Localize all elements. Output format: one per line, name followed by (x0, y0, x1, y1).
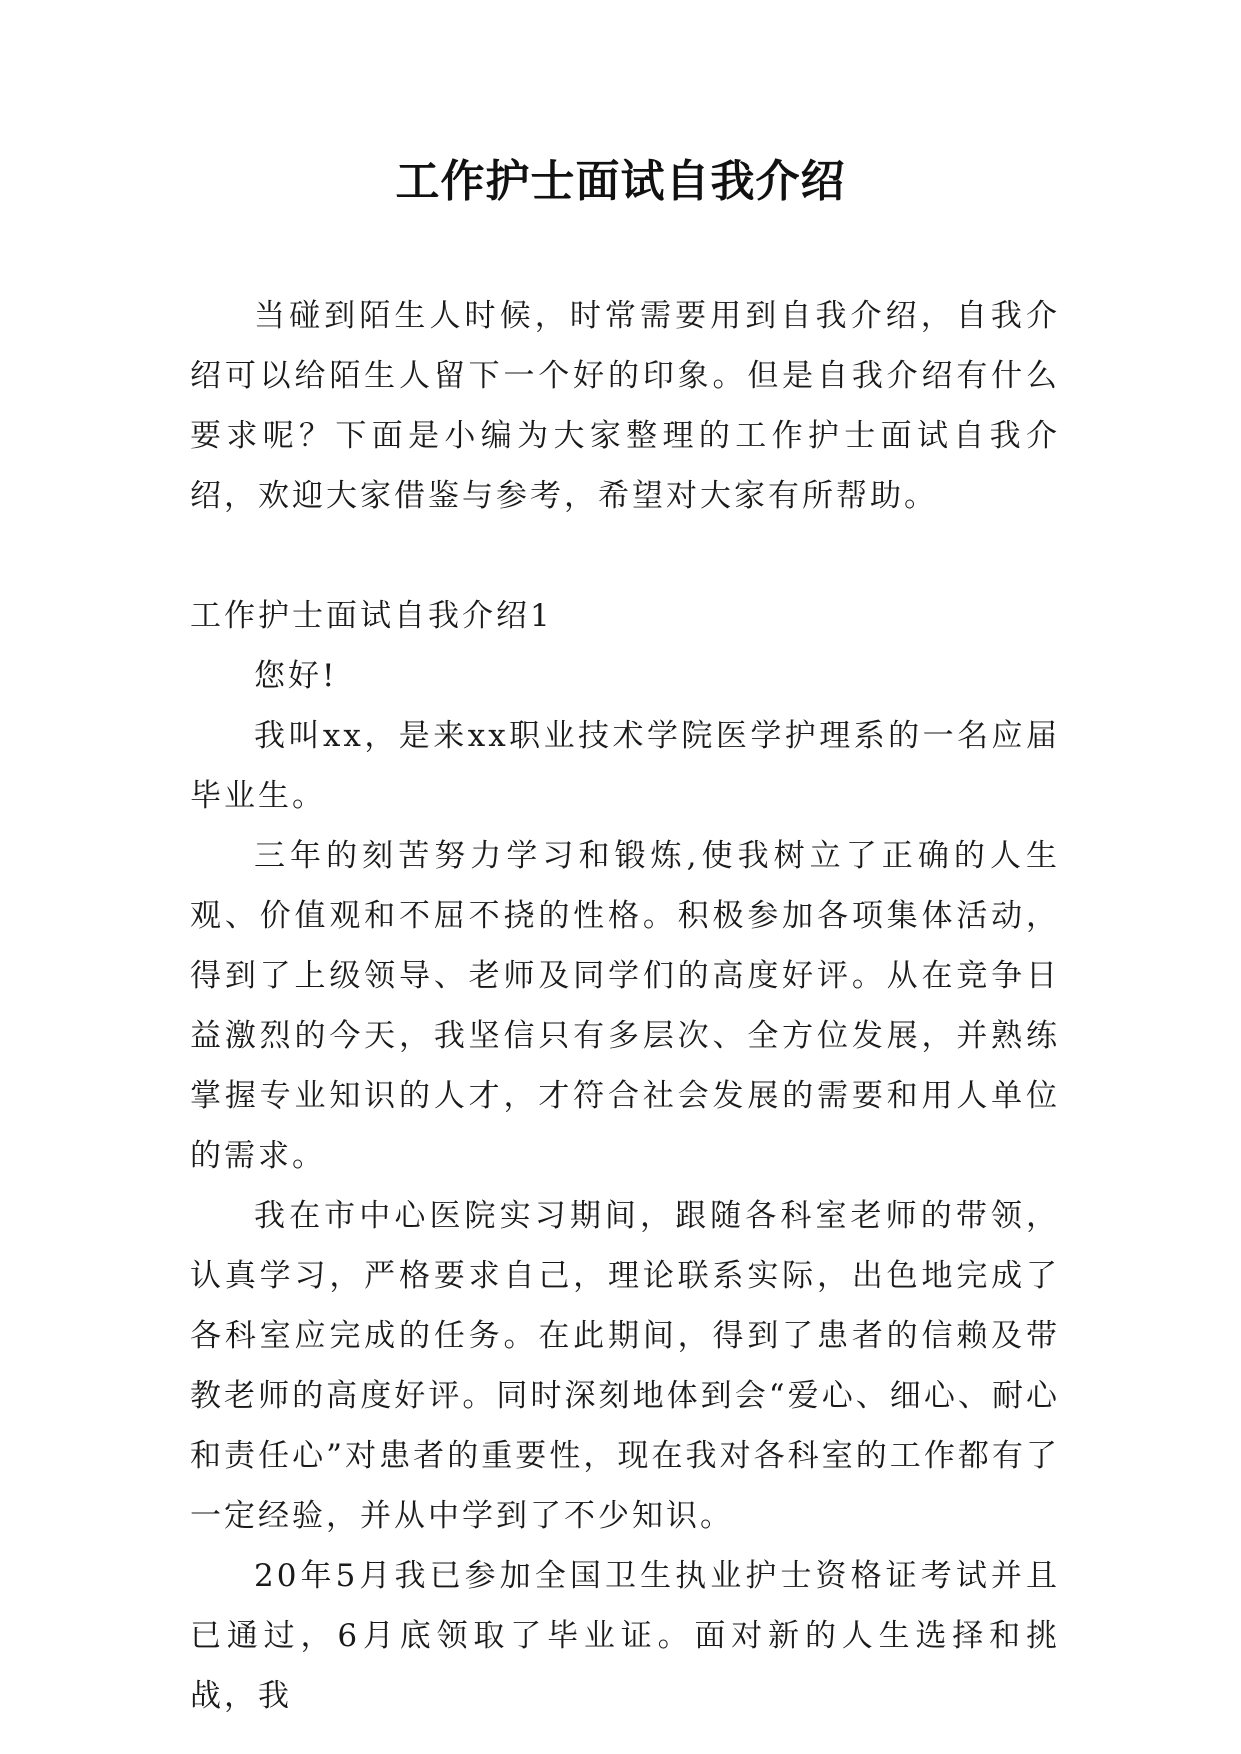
body-paragraph-1: 我叫xx，是来xx职业技术学院医学护理系的一名应届毕业生。 (190, 718, 1060, 814)
document-body (190, 286, 1060, 1726)
intro-paragraph: 当碰到陌生人时候，时常需要用到自我介绍，自我介绍可以给陌生人留下一个好的印象。但是自我介绍有什么要求呢？下面是小编为大家整理的工作护士面试自我介绍，欢迎大家借鉴与参考，希望对大家有所帮助。 (190, 298, 1060, 514)
document-title: 工作护士面试自我介绍 (395, 156, 846, 207)
body-paragraph-4: 20年5月我已参加全国卫生执业护士资格证考试并且已通过，6月底领取了毕业证。面对新的人生选择和挑战，我 (190, 1558, 1060, 1714)
section-heading: 工作护士面试自我介绍1 (190, 598, 553, 634)
paragraph-gap (190, 526, 1060, 586)
body-paragraph-2: 三年的刻苦努力学习和锻炼,使我树立了正确的人生观、价值观和不屈不挠的性格。积极参加各项集体活动，得到了上级领导、老师及同学们的高度好评。从在竞争日益激烈的今天，我坚信只有多层次、全方位发展，并熟练掌握专业知识的人才，才符合社会发展的需要和用人单位的需求。 (190, 838, 1060, 1174)
greeting: 您好! (254, 658, 338, 694)
body-paragraph-3: 我在市中心医院实习期间，跟随各科室老师的带领，认真学习，严格要求自己，理论联系实际，出色地完成了各科室应完成的任务。在此期间，得到了患者的信赖及带教老师的高度好评。同时深刻地体到会“爱心、细心、耐心和责任心”对患者的重要性，现在我对各科室的工作都有了一定经验，并从中学到了不少知识。 (190, 1198, 1060, 1534)
